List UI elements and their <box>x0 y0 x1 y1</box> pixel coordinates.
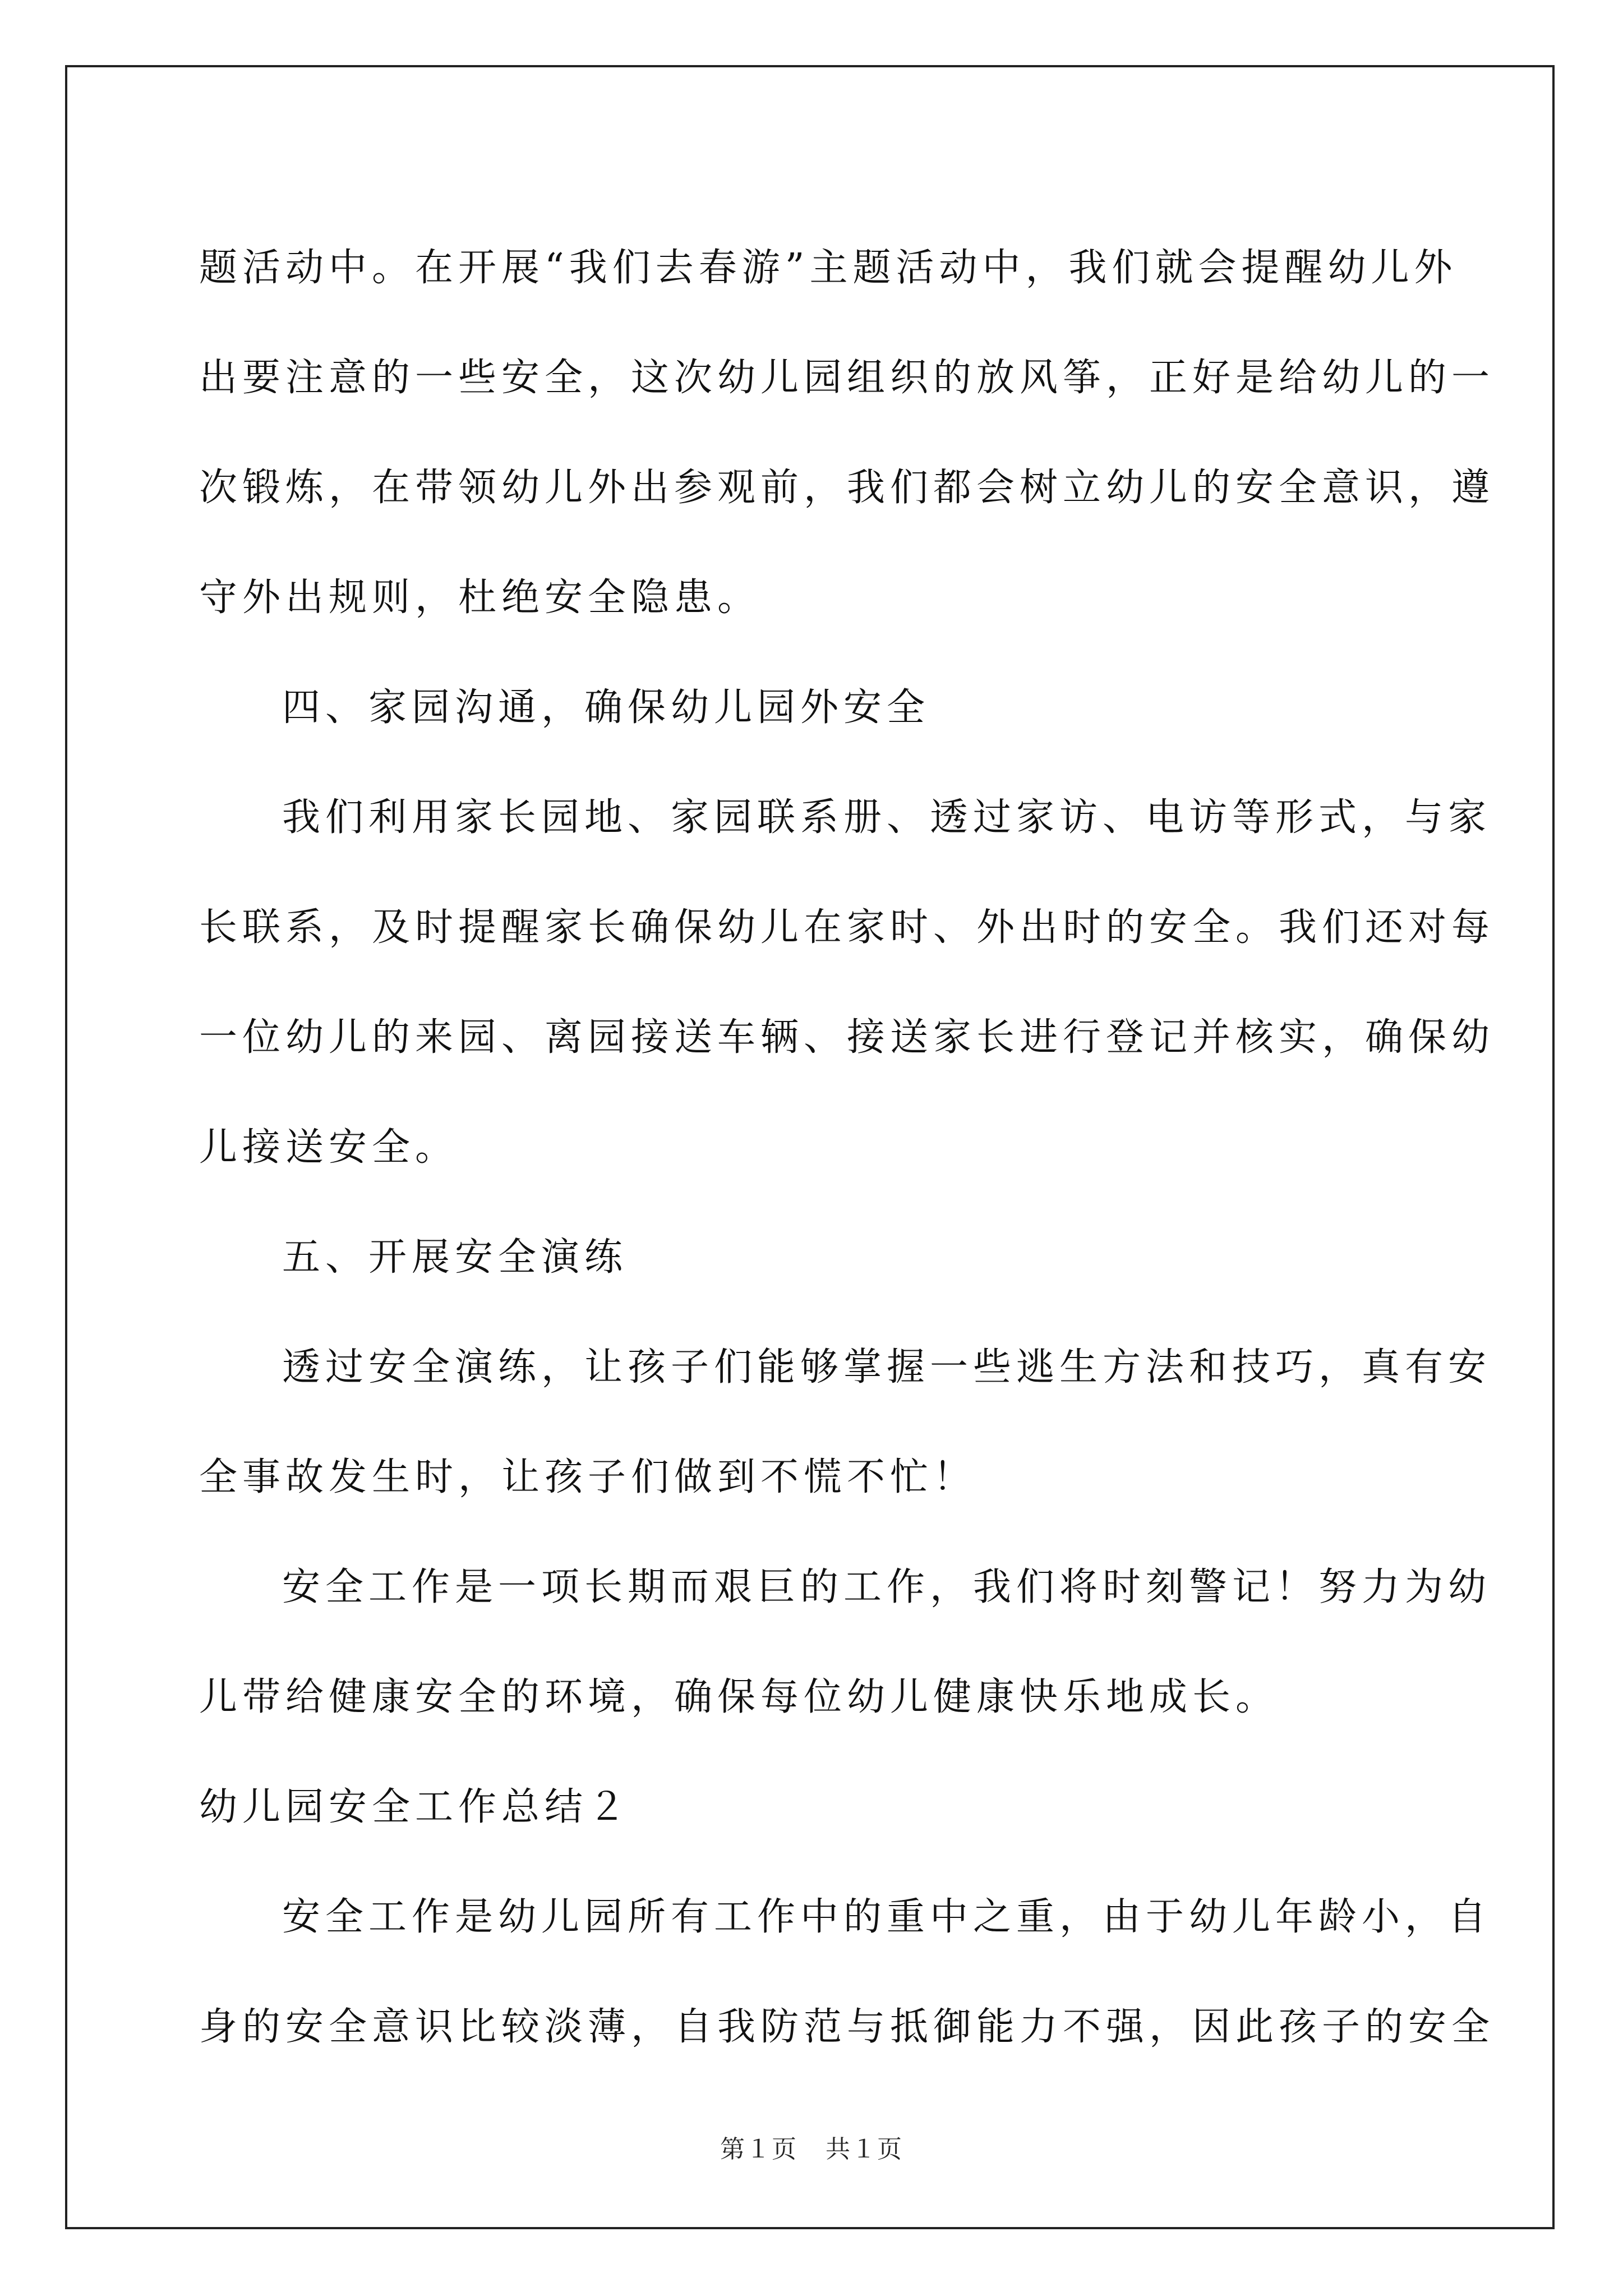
text-line: 长联系，及时提醒家长确保幼儿在家时、外出时的安全。我们还对每 <box>199 905 1495 950</box>
text-line: 儿带给健康安全的环境，确保每位幼儿健康快乐地成长。 <box>199 1675 1279 1719</box>
paragraph-start: 透过安全演练，让孩子们能够掌握一些逃生方法和技巧，真有安 <box>282 1345 1492 1389</box>
document-body <box>199 213 1495 2082</box>
text-line: 儿接送安全。 <box>199 1125 459 1170</box>
text-line: 次锻炼，在带领幼儿外出参观前，我们都会树立幼儿的安全意识，遵 <box>199 466 1495 510</box>
text-line: 守外出规则，杜绝安全隐患。 <box>199 576 761 620</box>
page-footer <box>0 2129 1623 2165</box>
paragraph-start: 安全工作是一项长期而艰巨的工作，我们将时刻警记！努力为幼 <box>282 1565 1492 1609</box>
paragraph-start: 安全工作是幼儿园所有工作中的重中之重，由于幼儿年龄小，自 <box>282 1895 1492 1939</box>
text-line: 题活动中。在开展“我们去春游”主题活动中，我们就会提醒幼儿外 <box>199 246 1458 290</box>
paragraph-start: 我们利用家长园地、家园联系册、透过家访、电访等形式，与家 <box>282 795 1492 840</box>
text-line: 一位幼儿的来园、离园接送车辆、接送家长进行登记并核实，确保幼 <box>199 1015 1495 1060</box>
page-total: 共１页 <box>826 2135 903 2164</box>
section-heading: 四、家园沟通，确保幼儿园外安全 <box>282 685 930 730</box>
text-line: 出要注意的一些安全，这次幼儿园组织的放风筝，正好是给幼儿的一 <box>199 356 1495 400</box>
page-number: 第１页 <box>720 2135 797 2164</box>
text-line: 全事故发生时，让孩子们做到不慌不忙！ <box>199 1455 977 1499</box>
document-title: 幼儿园安全工作总结２ <box>199 1785 631 1829</box>
text-line: 身的安全意识比较淡薄，自我防范与抵御能力不强，因此孩子的安全 <box>199 2005 1495 2049</box>
section-heading: 五、开展安全演练 <box>282 1235 628 1280</box>
